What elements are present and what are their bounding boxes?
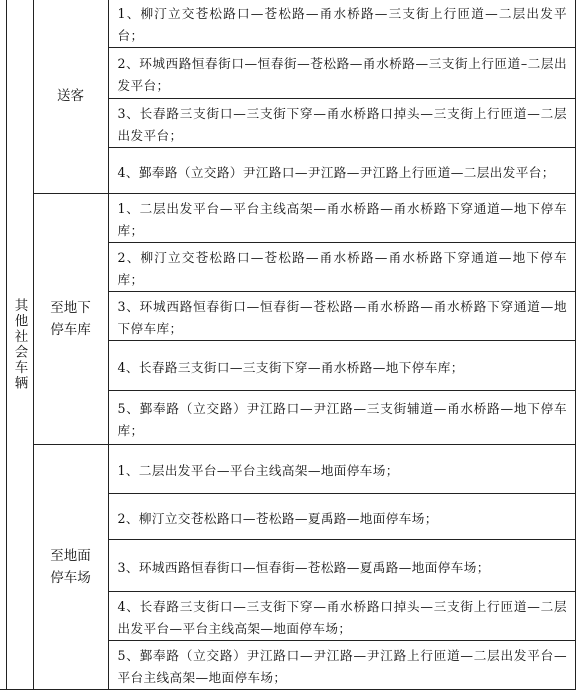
route-cell: 4、长春路三支街口—三支街下穿—甬水桥路口掉头—三支街上行匝道—二层出发平台—平台主线高架—地面停车场； — [108, 592, 576, 641]
route-cell: 1、二层出发平台—平台主线高架—甬水桥路—甬水桥路下穿通道—地下停车库； — [108, 194, 576, 243]
route-cell: 4、长春路三支街口—三支街下穿—甬水桥路—地下停车库； — [108, 341, 576, 391]
route-cell: 2、柳汀立交苍松路口—苍松路—夏禹路—地面停车场； — [108, 494, 576, 540]
group-label: 至地面停车场 — [50, 548, 91, 586]
route-cell: 2、柳汀立交苍松路口—苍松路—甬水桥路—甬水桥路下穿通道—地下停车库； — [108, 243, 576, 292]
category-label: 其他社会车辆 — [11, 297, 28, 391]
group-label: 至地下停车库 — [50, 300, 91, 338]
route-cell: 5、鄞奉路（立交路）尹江路口—尹江路—尹江路上行匝道—二层出发平台—平台主线高架—地面停车场； — [108, 641, 576, 690]
route-cell: 3、长春路三支街口—三支街下穿—甬水桥路口掉头—三支街上行匝道—二层出发平台； — [108, 99, 576, 148]
route-cell: 1、柳汀立交苍松路口—苍松路—甬水桥路—三支街上行匝道—二层出发平台； — [108, 0, 576, 48]
route-cell: 2、环城西路恒春街口—恒春街—苍松路—甬水桥路—三支街上行匝道–二层出发平台； — [108, 48, 576, 99]
group-cell-surface — [33, 445, 108, 690]
route-cell: 4、鄞奉路（立交路）尹江路口—尹江路—尹江路上行匝道—二层出发平台； — [108, 148, 576, 194]
route-cell: 3、环城西路恒春街口—恒春街—苍松路—甬水桥路—甬水桥路下穿通道—地下停车库； — [108, 292, 576, 341]
group-cell-underground — [33, 194, 108, 445]
group-cell-send — [33, 0, 108, 194]
route-cell: 5、鄞奉路（立交路）尹江路口—尹江路—三支街辅道—甬水桥路—地下停车库； — [108, 391, 576, 445]
route-cell: 1、二层出发平台—平台主线高架—地面停车场； — [108, 445, 576, 494]
category-cell — [6, 0, 33, 690]
group-label: 送客 — [57, 88, 84, 104]
route-cell: 3、环城西路恒春街口—恒春街—苍松路—夏禹路—地面停车场； — [108, 540, 576, 592]
